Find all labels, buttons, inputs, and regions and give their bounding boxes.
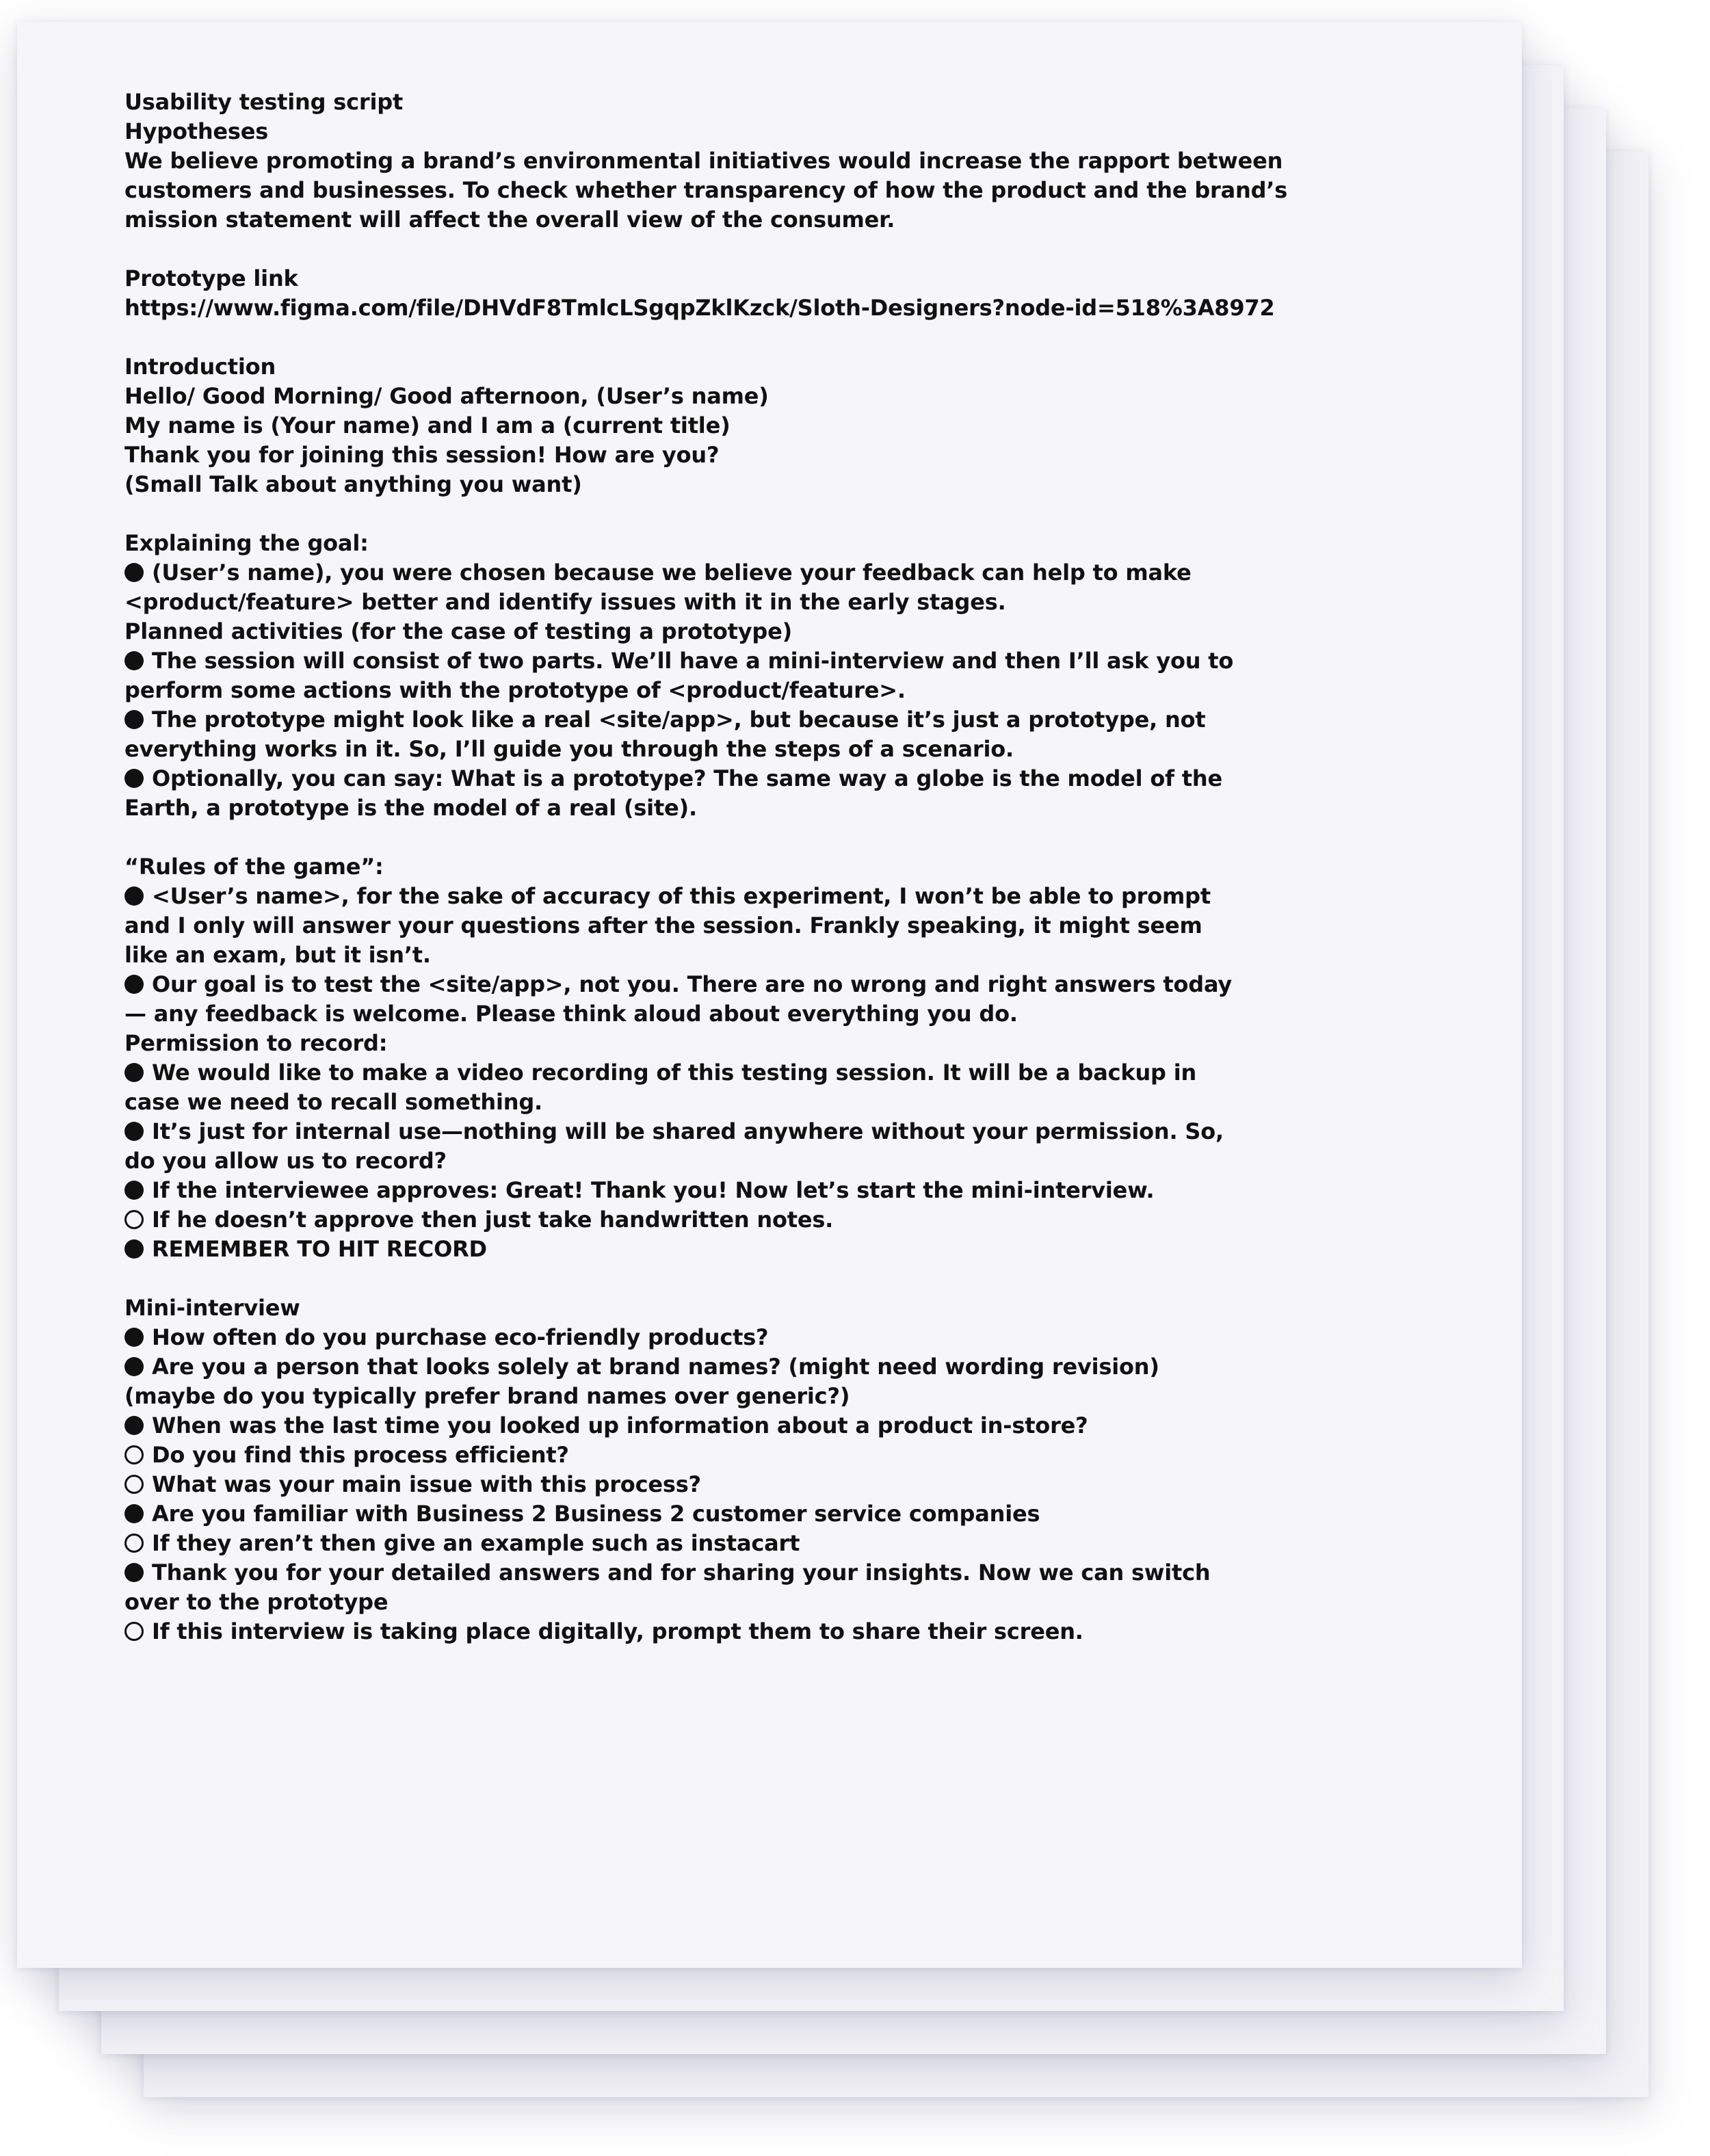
bullet-item: [124, 1411, 1424, 1441]
text-line: [124, 1029, 1424, 1058]
line-text: everything works in it. So, I’ll guide you through the steps of a scenario.: [124, 736, 1014, 762]
text-line: [124, 411, 1424, 441]
text-line: [124, 382, 1424, 411]
bullet-item: [124, 1499, 1424, 1529]
text-line: [124, 1088, 1424, 1117]
bullet-item: [124, 705, 1424, 735]
section-spacer: [124, 823, 1424, 852]
filled-circle-icon: [124, 886, 144, 906]
line-text: customers and businesses. To check whether transparency of how the product and the brand’s: [124, 177, 1288, 203]
line-text: (User’s name), you were chosen because we believe your feedback can help to make: [152, 560, 1192, 586]
script-section: [124, 852, 1424, 1264]
line-text: If this interview is taking place digitally, prompt them to share their screen.: [152, 1618, 1083, 1644]
script-section: [124, 117, 1424, 235]
filled-circle-icon: [124, 975, 144, 994]
line-text: and I only will answer your questions after the session. Frankly speaking, it might seem: [124, 912, 1202, 938]
line-text: REMEMBER TO HIT RECORD: [152, 1236, 487, 1262]
line-text: If they aren’t then give an example such as instacart: [152, 1530, 800, 1556]
section-spacer: [124, 235, 1424, 264]
line-text: Thank you for your detailed answers and for sharing your insights. Now we can switch: [152, 1560, 1211, 1586]
hollow-circle-icon: [124, 1210, 144, 1229]
sub-bullet-item: [124, 1205, 1424, 1235]
bullet-item: [124, 1235, 1424, 1264]
line-text: Our goal is to test the <site/app>, not you. There are no wrong and right answers today: [152, 971, 1233, 997]
text-line: [124, 1382, 1424, 1411]
line-text: How often do you purchase eco-friendly products?: [152, 1324, 769, 1350]
text-line: [124, 941, 1424, 970]
hollow-circle-icon: [124, 1622, 144, 1641]
line-text: over to the prototype: [124, 1589, 389, 1615]
line-text: (Small Talk about anything you want): [124, 471, 582, 497]
bullet-item: [124, 1176, 1424, 1205]
script-section: [124, 264, 1424, 323]
filled-circle-icon: [124, 563, 144, 582]
filled-circle-icon: [124, 651, 144, 670]
filled-circle-icon: [124, 1122, 144, 1141]
filled-circle-icon: [124, 710, 144, 729]
line-text: Hello/ Good Morning/ Good afternoon, (User’s name): [124, 383, 769, 409]
bullet-item: [124, 970, 1424, 999]
section-heading: “Rules of the game”:: [124, 854, 384, 880]
line-text: Do you find this process efficient?: [152, 1442, 569, 1468]
line-text: do you allow us to record?: [124, 1148, 447, 1174]
text-line: [124, 1588, 1424, 1617]
filled-circle-icon: [124, 1504, 144, 1523]
filled-circle-icon: [124, 1357, 144, 1376]
filled-circle-icon: [124, 1181, 144, 1200]
text-line: [124, 588, 1424, 617]
script-content: [124, 88, 1424, 1646]
script-section: [124, 352, 1424, 499]
text-line: [124, 205, 1424, 235]
text-line: [124, 735, 1424, 764]
line-text: When was the last time you looked up information about a product in-store?: [152, 1412, 1088, 1438]
text-line: [124, 146, 1424, 176]
text-line: [124, 293, 1424, 323]
filled-circle-icon: [124, 769, 144, 788]
text-line: [124, 911, 1424, 941]
script-sections: [124, 117, 1424, 1646]
line-text: What was your main issue with this process?: [152, 1471, 701, 1497]
filled-circle-icon: [124, 1063, 144, 1082]
hollow-circle-icon: [124, 1445, 144, 1464]
text-line: [124, 176, 1424, 205]
line-text: Permission to record:: [124, 1030, 388, 1056]
bullet-item: [124, 1352, 1424, 1382]
text-line: [124, 1146, 1424, 1176]
section-heading: Introduction: [124, 354, 276, 380]
line-text: Earth, a prototype is the model of a real (site).: [124, 795, 697, 821]
filled-circle-icon: [124, 1239, 144, 1259]
bullet-item: [124, 1558, 1424, 1588]
sub-bullet-item: [124, 1529, 1424, 1558]
bullet-item: [124, 558, 1424, 588]
line-text: (maybe do you typically prefer brand names over generic?): [124, 1383, 850, 1409]
filled-circle-icon: [124, 1328, 144, 1347]
section-heading: Prototype link: [124, 265, 298, 291]
sub-bullet-item: [124, 1617, 1424, 1646]
bullet-item: [124, 646, 1424, 676]
script-section: [124, 1293, 1424, 1646]
line-text: Are you a person that looks solely at brand names? (might need wording revision): [152, 1354, 1159, 1380]
section-spacer: [124, 323, 1424, 352]
line-text: <User’s name>, for the sake of accuracy of this experiment, I won’t be able to prompt: [152, 883, 1211, 909]
section-spacer: [124, 499, 1424, 529]
line-text: — any feedback is welcome. Please think aloud about everything you do.: [124, 1001, 1018, 1027]
line-text: Optionally, you can say: What is a prototype? The same way a globe is the model of the: [152, 765, 1223, 791]
section-spacer: [124, 1264, 1424, 1293]
line-text: Thank you for joining this session! How are you?: [124, 442, 720, 468]
line-text: https://www.figma.com/file/DHVdF8TmlcLSgqpZklKzck/Sloth-Designers?node-id=518%3A8972: [124, 295, 1275, 321]
text-line: [124, 470, 1424, 499]
bullet-item: [124, 882, 1424, 911]
filled-circle-icon: [124, 1563, 144, 1582]
line-text: The prototype might look like a real <site/app>, but because it’s just a prototype, not: [152, 707, 1206, 733]
hollow-circle-icon: [124, 1475, 144, 1494]
text-line: [124, 441, 1424, 470]
bullet-item: [124, 1117, 1424, 1146]
bullet-item: [124, 1058, 1424, 1088]
line-text: My name is (Your name) and I am a (current title): [124, 412, 731, 438]
line-text: like an exam, but it isn’t.: [124, 942, 431, 968]
bullet-item: [124, 764, 1424, 793]
text-line: [124, 999, 1424, 1029]
section-heading: Mini-interview: [124, 1295, 300, 1321]
line-text: Are you familiar with Business 2 Business 2 customer service companies: [152, 1501, 1040, 1527]
text-line: [124, 793, 1424, 823]
line-text: If the interviewee approves: Great! Thank you! Now let’s start the mini-interview.: [152, 1177, 1155, 1203]
sub-bullet-item: [124, 1470, 1424, 1499]
sub-bullet-item: [124, 1441, 1424, 1470]
line-text: If he doesn’t approve then just take handwritten notes.: [152, 1207, 834, 1233]
hollow-circle-icon: [124, 1534, 144, 1553]
line-text: The session will consist of two parts. We’ll have a mini-interview and then I’ll ask you to: [152, 648, 1234, 674]
line-text: We would like to make a video recording of this testing session. It will be a backup in: [152, 1060, 1197, 1086]
line-text: It’s just for internal use—nothing will be shared anywhere without your permission. So,: [152, 1118, 1224, 1144]
line-text: mission statement will affect the overall view of the consumer.: [124, 207, 895, 233]
line-text: case we need to recall something.: [124, 1089, 543, 1115]
line-text: <product/feature> better and identify issues with it in the early stages.: [124, 589, 1006, 615]
line-text: perform some actions with the prototype of <product/feature>.: [124, 677, 906, 703]
script-section: [124, 529, 1424, 823]
text-line: [124, 676, 1424, 705]
line-text: Planned activities (for the case of testing a prototype): [124, 618, 793, 644]
text-line: [124, 617, 1424, 646]
filled-circle-icon: [124, 1416, 144, 1435]
document-title: Usability testing script: [124, 89, 404, 115]
line-text: We believe promoting a brand’s environmental initiatives would increase the rapport between: [124, 148, 1283, 174]
bullet-item: [124, 1323, 1424, 1352]
section-heading: Hypotheses: [124, 118, 269, 144]
section-heading: Explaining the goal:: [124, 530, 369, 556]
